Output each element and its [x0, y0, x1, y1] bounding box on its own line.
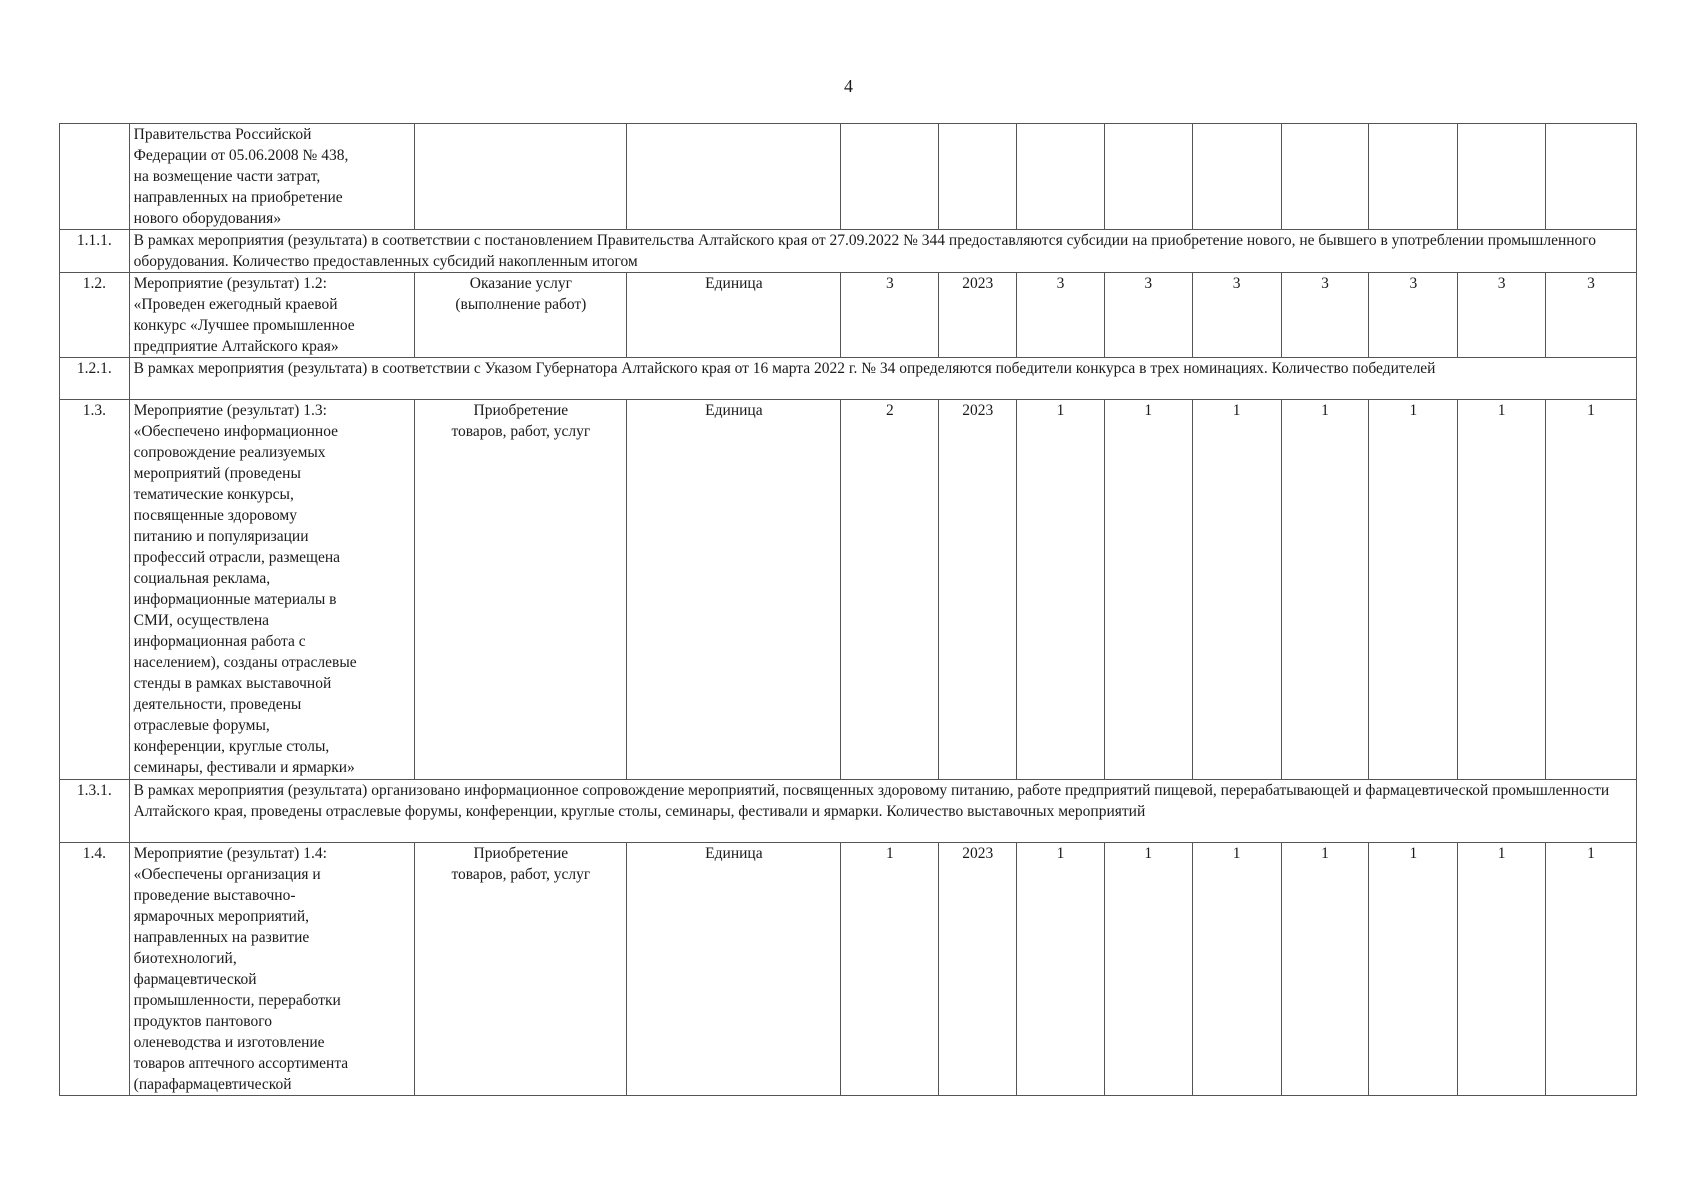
base-value-cell: 1	[841, 843, 939, 1096]
year-value-cell: 1	[1458, 400, 1546, 780]
page-number: 4	[844, 76, 853, 96]
row-number: 1.2.1.	[60, 358, 130, 400]
unit-cell	[627, 124, 841, 230]
year-value-cell: 3	[1546, 273, 1637, 358]
table-row	[60, 273, 1637, 358]
result-note: В рамках мероприятия (результата) организовано информационное сопровождение мероприятий, посвященных здоровому питанию, работе предприятий пищевой, перерабатывающей и фармацевтической промышленности Алтайского края, проведены отраслевые форумы, конференции, круглые столы, семинары, фестивали и ярмарки. Количество выставочных мероприятий	[129, 780, 1636, 843]
event-name-cell: Правительства Российской Федерации от 05.06.2008 № 438, на возмещение части затрат, направленных на приобретение нового оборудования»	[129, 124, 415, 230]
year-value-cell: 3	[1369, 273, 1458, 358]
year-value-cell: 3	[1458, 273, 1546, 358]
year-value-cell: 1	[1017, 843, 1105, 1096]
event-name-cell: Мероприятие (результат) 1.4: «Обеспечены организация и проведение выставочно- ярмарочных мероприятий, направленных на развитие биотехнологий, фармацевтической промышленности, переработки продуктов пантового оленеводства и изготовление товаров аптечного ассортимента (парафармацевтической	[129, 843, 415, 1096]
year-value-cell: 3	[1192, 273, 1281, 358]
table-row	[60, 358, 1637, 400]
year-value-cell	[1192, 124, 1281, 230]
indicators-table	[59, 123, 1637, 1096]
result-note: В рамках мероприятия (результата) в соответствии с Указом Губернатора Алтайского края от 16 марта 2022 г. № 34 определяются победители конкурса в трех номинациях. Количество победителей	[129, 358, 1636, 400]
base-year-cell: 2023	[939, 273, 1017, 358]
year-value-cell	[1369, 124, 1458, 230]
event-name-cell: Мероприятие (результат) 1.3: «Обеспечено информационное сопровождение реализуемых мероприятий (проведены тематические конкурсы, посвященные здоровому питанию и популяризации профессий отрасли, размещена социальная реклама, информационные материалы в СМИ, осуществлена информационная работа с населением), созданы отраслевые стенды в рамках выставочной деятельности, проведены отраслевые форумы, конференции, круглые столы, семинары, фестивали и ярмарки»	[129, 400, 415, 780]
year-value-cell: 1	[1546, 400, 1637, 780]
base-year-cell: 2023	[939, 843, 1017, 1096]
unit-cell: Единица	[627, 273, 841, 358]
row-number: 1.3.	[60, 400, 130, 780]
year-value-cell: 1	[1104, 400, 1192, 780]
year-value-cell: 1	[1458, 843, 1546, 1096]
year-value-cell: 1	[1546, 843, 1637, 1096]
year-value-cell	[1458, 124, 1546, 230]
row-number: 1.2.	[60, 273, 130, 358]
year-value-cell: 3	[1281, 273, 1369, 358]
year-value-cell: 1	[1369, 400, 1458, 780]
event-type-cell	[415, 124, 627, 230]
table-row	[60, 124, 1637, 230]
year-value-cell	[1017, 124, 1105, 230]
event-name-cell: Мероприятие (результат) 1.2: «Проведен ежегодный краевой конкурс «Лучшее промышленное предприятие Алтайского края»	[129, 273, 415, 358]
base-value-cell: 3	[841, 273, 939, 358]
year-value-cell: 1	[1017, 400, 1105, 780]
unit-cell: Единица	[627, 400, 841, 780]
year-value-cell: 1	[1369, 843, 1458, 1096]
year-value-cell	[1546, 124, 1637, 230]
year-value-cell: 1	[1192, 400, 1281, 780]
result-note: В рамках мероприятия (результата) в соответствии с постановлением Правительства Алтайского края от 27.09.2022 № 344 предоставляются субсидии на приобретение нового, не бывшего в употреблении промышленного оборудования. Количество предоставленных субсидий накопленным итогом	[129, 230, 1636, 273]
base-value-cell	[841, 124, 939, 230]
table-row	[60, 843, 1637, 1096]
row-number	[60, 124, 130, 230]
table-row	[60, 230, 1637, 273]
event-type-cell: Оказание услуг (выполнение работ)	[415, 273, 627, 358]
table-row	[60, 780, 1637, 843]
base-year-cell: 2023	[939, 400, 1017, 780]
year-value-cell: 3	[1017, 273, 1105, 358]
year-value-cell: 1	[1104, 843, 1192, 1096]
table-row	[60, 400, 1637, 780]
row-number: 1.1.1.	[60, 230, 130, 273]
year-value-cell	[1281, 124, 1369, 230]
year-value-cell: 3	[1104, 273, 1192, 358]
year-value-cell: 1	[1281, 843, 1369, 1096]
year-value-cell: 1	[1192, 843, 1281, 1096]
year-value-cell: 1	[1281, 400, 1369, 780]
row-number: 1.3.1.	[60, 780, 130, 843]
row-number: 1.4.	[60, 843, 130, 1096]
base-year-cell	[939, 124, 1017, 230]
event-type-cell: Приобретение товаров, работ, услуг	[415, 843, 627, 1096]
base-value-cell: 2	[841, 400, 939, 780]
unit-cell: Единица	[627, 843, 841, 1096]
event-type-cell: Приобретение товаров, работ, услуг	[415, 400, 627, 780]
year-value-cell	[1104, 124, 1192, 230]
